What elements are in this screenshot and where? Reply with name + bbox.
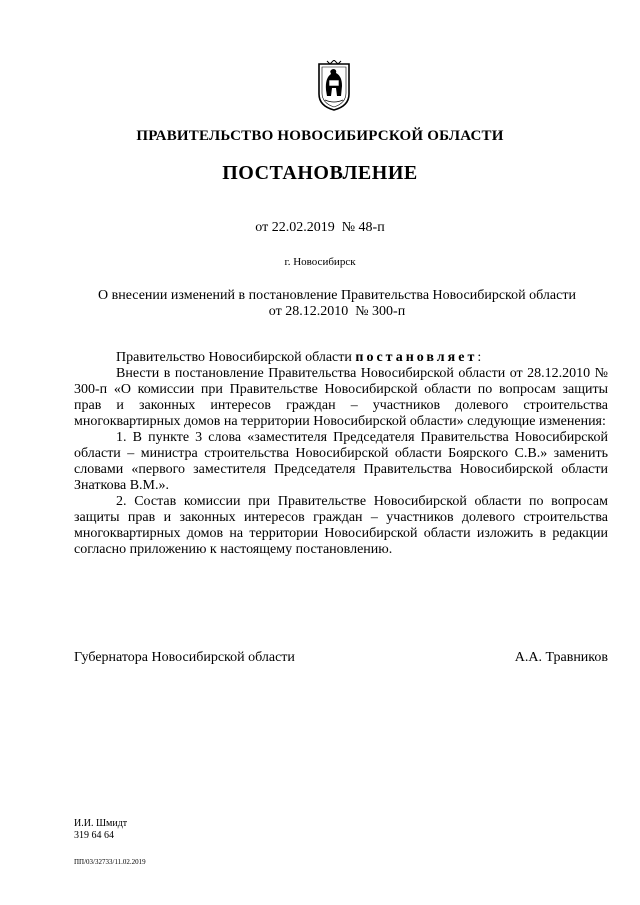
item-1: 1. В пункте 3 слова «заместителя Председателя Правительства Новосибирской области – министра строительства Новосибирской области Боярского С.В.» заменить словами «первого заместителя Председателя Правительства Новосибирской области Знаткова В.М.». (74, 430, 608, 493)
intro-paragraph (74, 350, 608, 366)
paragraph-1: Внести в постановление Правительства Новосибирской области от 28.12.2010 № 300-п «О комиссии при Правительстве Новосибирской области по вопросам защиты прав и законных интересов граждан – участников долевого строительства многоквартирных домов на территории Новосибирской области» следующие изменения: (74, 366, 608, 429)
document-reference: ПП/03/32733/11.02.2019 (74, 858, 146, 866)
coat-of-arms-emblem (317, 60, 351, 112)
executor-phone: 319 64 64 (74, 830, 114, 841)
signature-title: Губернатора Новосибирской области (74, 650, 295, 665)
executor-block (74, 818, 127, 842)
signature-name: А.А. Травников (514, 650, 608, 665)
intro-text: Правительство Новосибирской области (116, 350, 356, 365)
subject-line-2: от 28.12.2010 № 300-п (268, 304, 406, 319)
item-2: 2. Состав комиссии при Правительстве Новосибирской области по вопросам защиты прав и законных интересов граждан – участников долевого строительства многоквартирных домов на территории Новосибирской области изложить в редакции согласно приложению к настоящему постановлению. (74, 494, 608, 557)
document-date-number: от 22.02.2019 № 48-п (255, 220, 385, 235)
intro-spaced-word: постановляет (355, 350, 478, 365)
executor-name: И.И. Шмидт (74, 818, 128, 829)
document-subject (74, 288, 600, 320)
document-type: ПОСТАНОВЛЕНИЕ (222, 162, 418, 184)
document-body (74, 350, 608, 558)
subject-line-1: О внесении изменений в постановление Правительства Новосибирской области (98, 288, 576, 303)
intro-colon: : (477, 350, 482, 365)
organization-title: ПРАВИТЕЛЬСТВО НОВОСИБИРСКОЙ ОБЛАСТИ (136, 128, 504, 144)
document-city: г. Новосибирск (284, 256, 356, 268)
